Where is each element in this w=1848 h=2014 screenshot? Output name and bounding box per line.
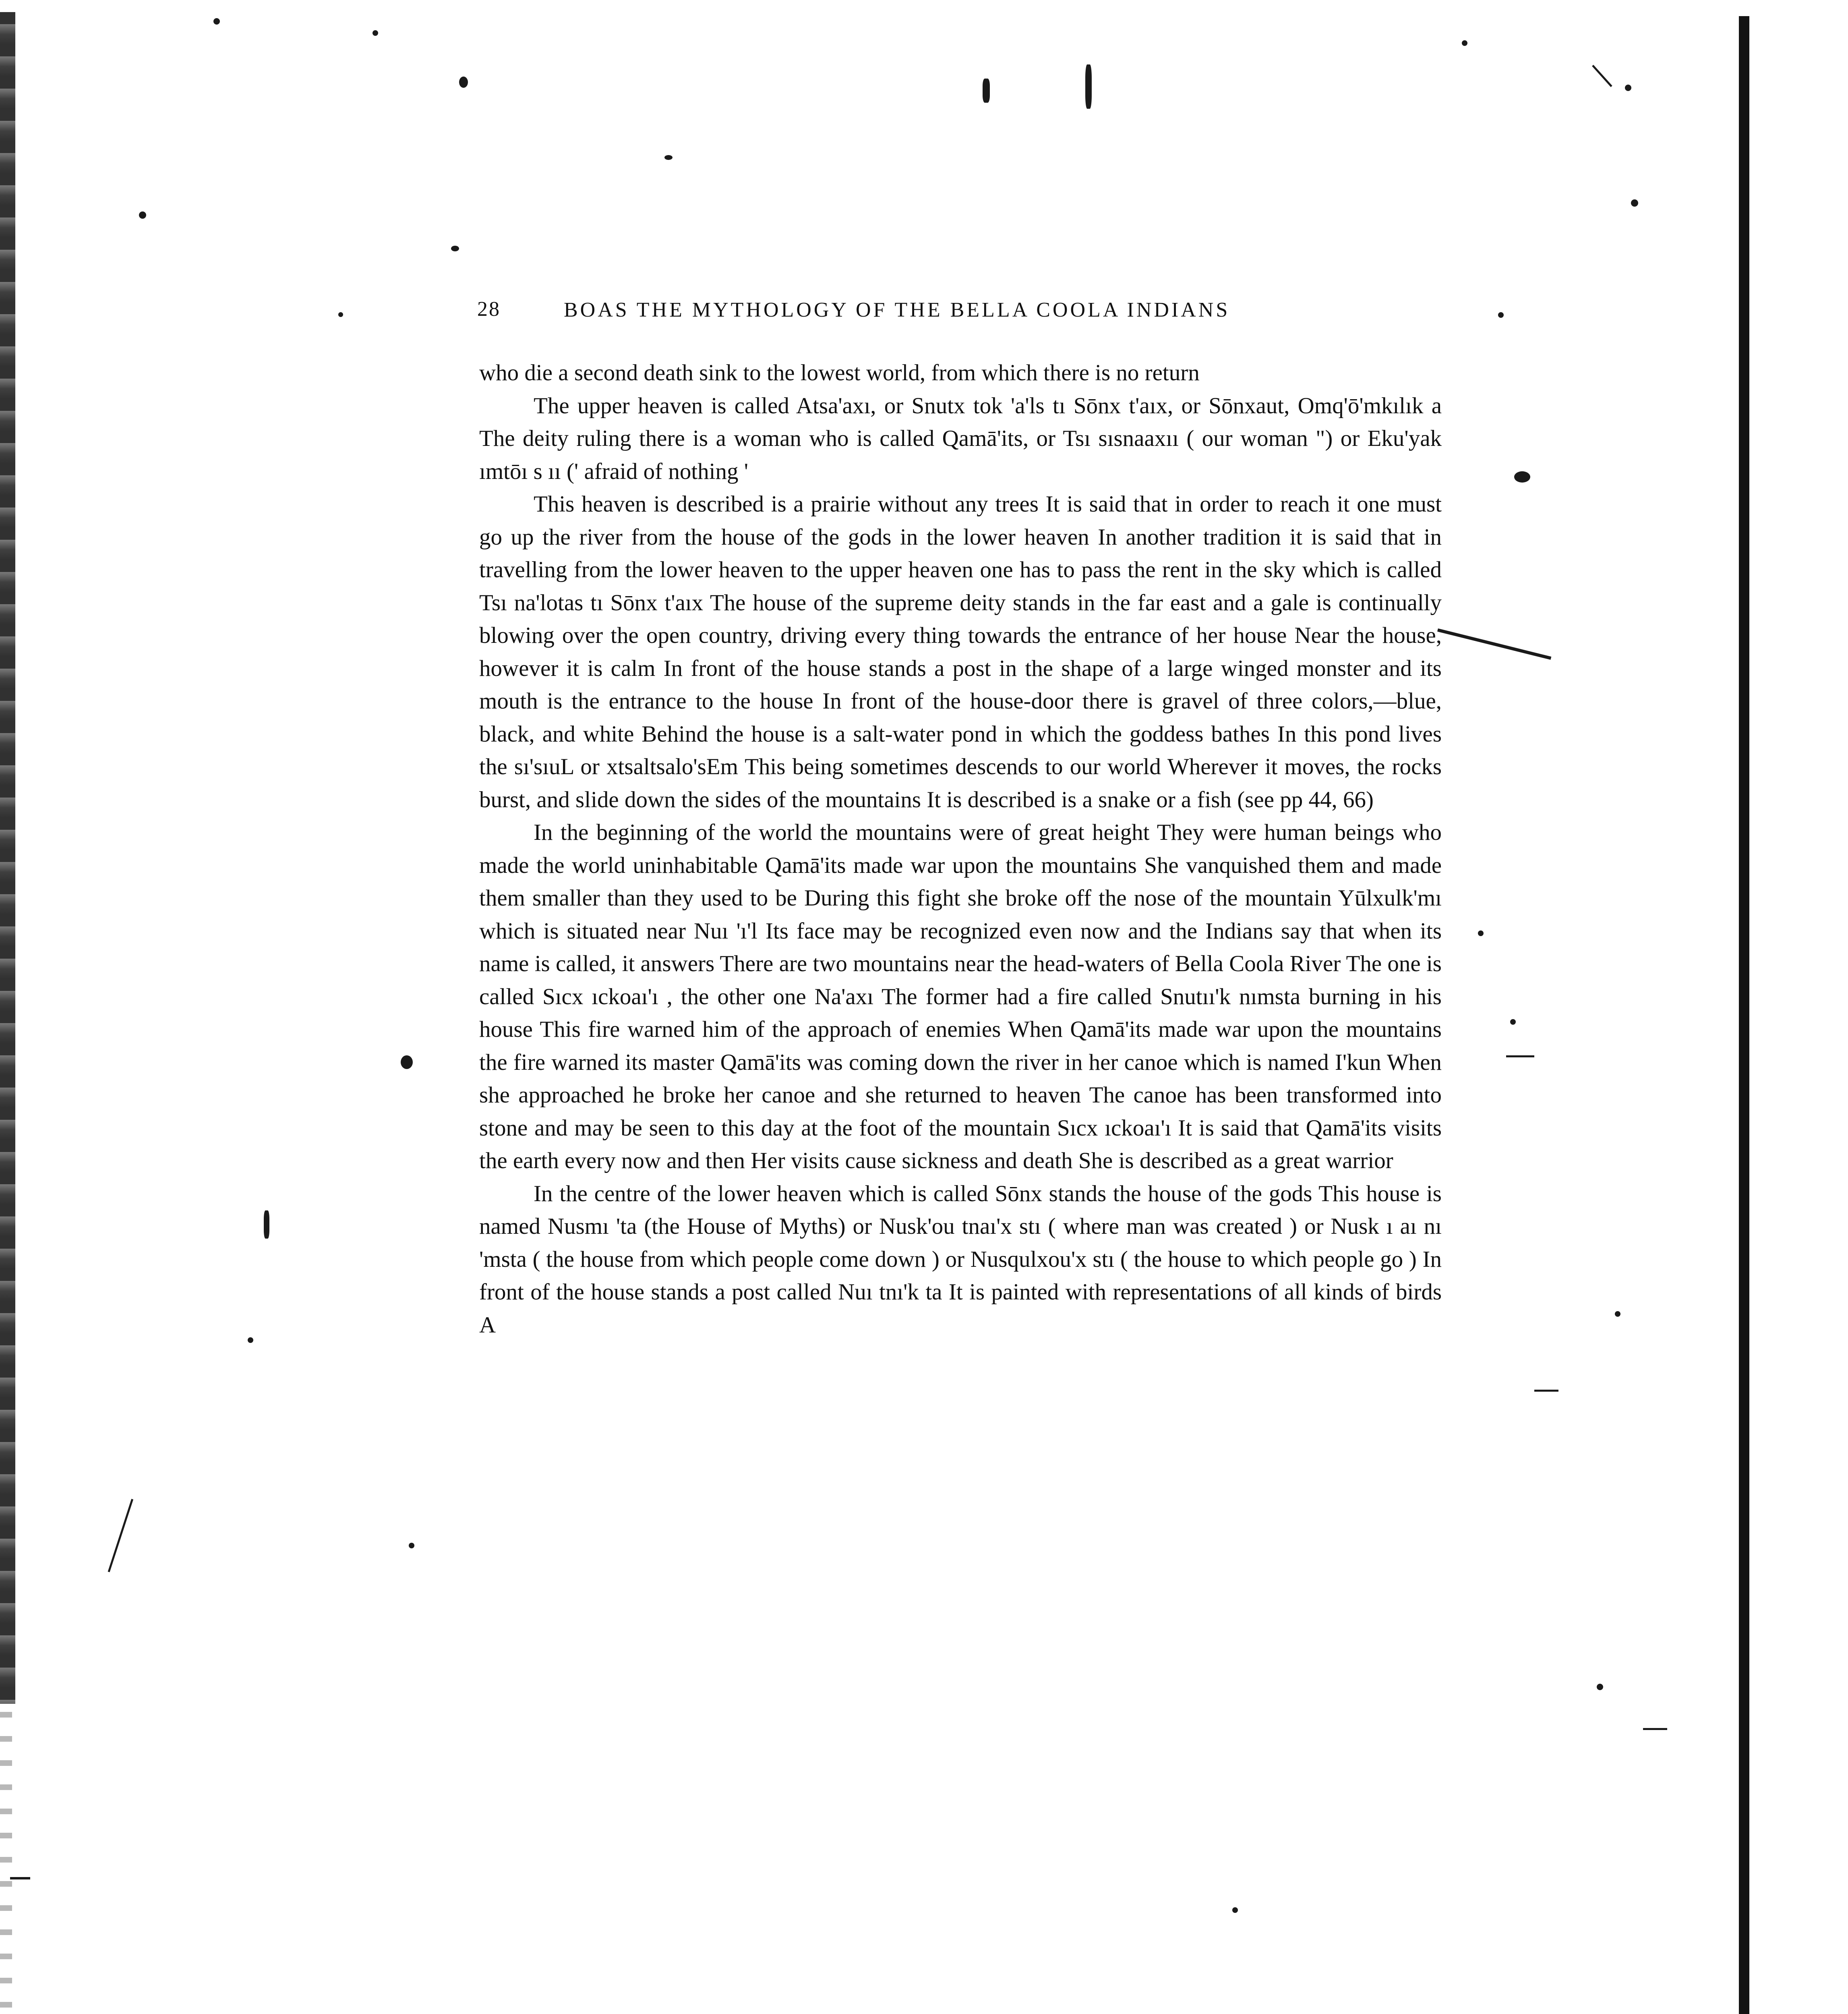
scan-speck	[1462, 40, 1467, 46]
paragraph: who die a second death sink to the lowest world, from which there is no return	[479, 360, 1200, 385]
scan-speck	[983, 79, 990, 103]
scan-speck	[1514, 471, 1530, 483]
scan-stroke	[1643, 1728, 1667, 1730]
scan-speck	[372, 30, 378, 36]
scan-page-edge-line	[1739, 16, 1749, 2014]
scan-speck	[213, 18, 220, 25]
scan-speck	[1631, 199, 1638, 207]
scan-binding-edge	[0, 12, 15, 1704]
scan-speck	[1597, 1684, 1603, 1690]
scan-speck	[338, 312, 343, 317]
scan-speck	[409, 1543, 414, 1548]
page-header	[477, 297, 1440, 334]
scan-stroke	[1534, 1390, 1558, 1392]
scan-stroke	[1506, 1055, 1534, 1057]
scan-stroke	[1592, 65, 1612, 87]
scan-stroke	[1437, 628, 1551, 660]
scan-speck	[459, 77, 468, 88]
scan-speck	[1498, 312, 1504, 318]
scan-speck	[1478, 930, 1484, 936]
scan-speck	[1232, 1907, 1238, 1913]
scan-speck	[1510, 1019, 1516, 1025]
paragraph: The upper heaven is called Atsa'axı, or Snutx tok 'a'ls tı Sōnx t'aıx, or Sōnxaut, Omq'ō'mkılık a The deity ruling there is a woman who is called Qamā'its, or Tsı sısnaaxıı ( our woman ") or Eku'yak ımtōı s ıı (' afraid of nothing '	[479, 393, 1442, 484]
paragraph: In the centre of the lower heaven which is called Sōnx stands the house of the gods This house is named Nusmı 'ta (the House of Myths) or Nusk'ou tnaı'x stı ( where man was created ) or Nusk ı aı nı 'msta ( the house from which people come down ) or Nusqulxou'x stı ( the house to which people go ) In front of the house stands a post called Nuı tnı'k ta It is painted with representations of all kinds of birds A	[479, 1181, 1442, 1338]
scan-stroke	[108, 1499, 133, 1572]
scan-binding-edge-lower	[0, 1712, 12, 2014]
running-title: BOAS THE MYTHOLOGY OF THE BELLA COOLA INDIANS	[564, 298, 1230, 321]
page-number: 28	[477, 298, 501, 321]
scan-speck	[451, 246, 459, 251]
scan-speck	[1085, 64, 1092, 109]
scan-speck	[401, 1055, 413, 1069]
scan-stroke	[10, 1877, 30, 1879]
body-text	[479, 356, 1442, 1341]
scan-speck	[248, 1337, 253, 1343]
scan-speck	[1615, 1311, 1620, 1317]
paragraph: In the beginning of the world the mountains were of great height They were human beings who made the world uninhabitable Qamā'its made war upon the mountains She vanquished them and made them smaller than they used to be During this fight she broke off the nose of the mountain Yūlxulk'mı which is situated near Nuı 'ı'l Its face may be recognized even now and the Indians say that when its name is called, it answers There are two mountains near the head-waters of Bella Coola River The one is called Sıcx ıckoaı'ı , the other one Na'axı The former had a fire called Snutıı'k nımsta burning in his house This fire warned him of the approach of enemies When Qamā'its made war upon the mountains the fire warned its master Qamā'its was coming down the river in her canoe which is named I'kun When she approached he broke her canoe and she returned to heaven The canoe has been transformed into stone and may be seen to this day at the foot of the mountain Sıcx ıckoaı'ı It is said that Qamā'its visits the earth every now and then Her visits cause sickness and death She is described as a great warrior	[479, 820, 1442, 1173]
scan-speck	[1625, 85, 1631, 91]
paragraph: This heaven is described is a prairie without any trees It is said that in order to reach it one must go up the river from the house of the gods in the lower heaven In another tradition it is said that in travelling from the lower heaven to the upper heaven one has to pass the rent in the sky which is called Tsı na'lotas tı Sōnx t'aıx The house of the supreme deity stands in the far east and a gale is continually blowing over the open country, driving every thing towards the entrance of her house Near the house, however it is calm In front of the house stands a post in the shape of a large winged monster and its mouth is the entrance to the house In front of the house-door there is gravel of three colors,—blue, black, and white Behind the house is a salt-water pond in which the goddess bathes In this pond lives the sı'sıuL or xtsaltsalo'sEm This being sometimes descends to our world Wherever it moves, the rocks burst, and slide down the sides of the mountains It is described is a snake or a fish (see pp 44, 66)	[479, 491, 1442, 812]
scan-speck	[664, 155, 673, 160]
scan-speck	[139, 211, 146, 219]
scan-speck	[264, 1210, 269, 1239]
